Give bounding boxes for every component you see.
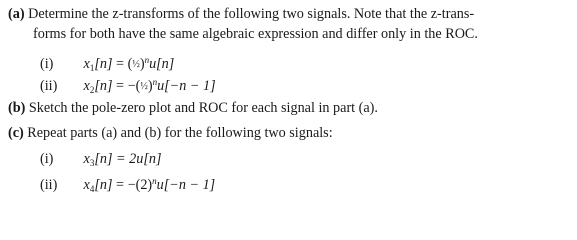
equation-x4: $x_4[n] = -(2)^nu[-n - 1]$ <box>83 176 216 194</box>
part-a-text-1: Determine the z-transforms of the following two signals. Note that the z-trans- <box>28 6 475 22</box>
part-a-label: (a) <box>8 6 25 22</box>
part-c-text: Repeat parts (a) and (b) for the following two signals: <box>27 125 333 141</box>
equation-x2: $x_2[n]$ = −(½)$^n$u[−n − 1] <box>83 77 216 95</box>
part-b-line <box>8 100 378 117</box>
part-a-line-1 <box>8 6 474 23</box>
part-a-text-2: forms for both have the same algebraic expression and differ only in the ROC. <box>33 26 478 42</box>
equation-x3: $x_3[n] = 2u[n]$ <box>83 151 162 168</box>
part-c-item-i <box>40 151 162 172</box>
part-b-label: (b) <box>8 100 26 116</box>
item-numeral: (ii) <box>40 78 58 94</box>
part-c-line <box>8 125 333 142</box>
equation-x1: $x_1[n]$ = (½)$^n$u[n] <box>83 55 175 73</box>
part-b-text: Sketch the pole-zero plot and ROC for each signal in part (a). <box>28 100 378 116</box>
part-a-line-2 <box>33 26 478 43</box>
part-c-label: (c) <box>8 125 24 141</box>
part-a-item-ii <box>40 74 216 99</box>
part-c-item-ii <box>40 173 215 198</box>
item-numeral: (i) <box>40 151 54 167</box>
item-numeral: (ii) <box>40 177 58 193</box>
item-numeral: (i) <box>40 56 54 72</box>
